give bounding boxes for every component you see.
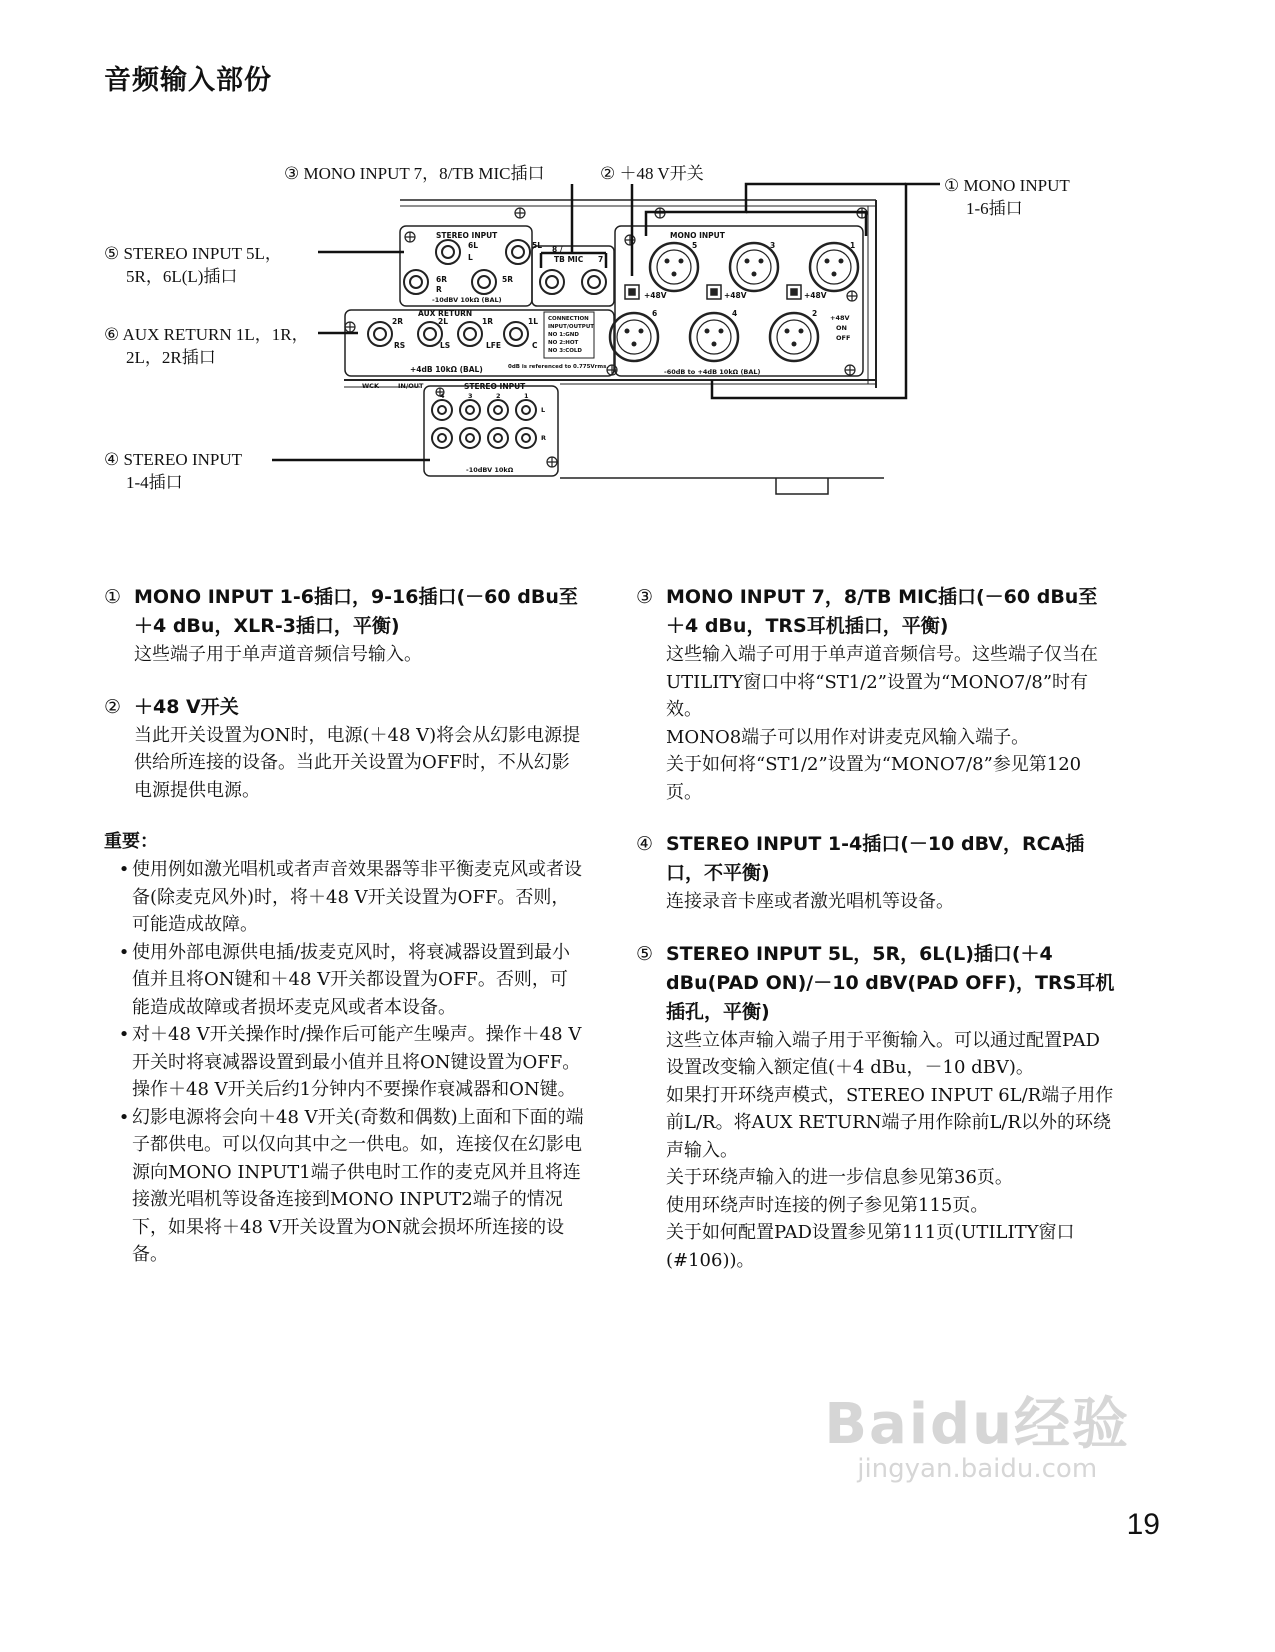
svg-text:1: 1 bbox=[524, 392, 529, 400]
svg-text:NO 2:HOT: NO 2:HOT bbox=[548, 340, 579, 346]
item-text: 关于环绕声输入的进一步信息参见第36页。 bbox=[666, 1167, 1013, 1188]
svg-text:WCK: WCK bbox=[362, 382, 379, 390]
item-stereo-input-5-6 bbox=[636, 940, 1116, 1275]
svg-text:2R: 2R bbox=[392, 317, 403, 326]
item-heading: MONO INPUT 7，8/TB MIC插口(－60 dBu至＋4 dBu，TRS耳机插口，平衡) bbox=[666, 586, 1098, 637]
note-bullet: • 对＋48 V开关操作时/操作后可能产生噪声。操作＋48 V开关时将衰减器设置到最小值并且将ON键设置为OFF。操作＋48 V开关后约1分钟内不要操作衰减器和ON键。 bbox=[118, 1024, 582, 1100]
svg-text:+48V: +48V bbox=[804, 291, 827, 300]
note-bullet: • 使用例如激光唱机或者声音效果器等非平衡麦克风或者设备(除麦克风外)时，将＋48 V开关设置为OFF。否则，可能造成故障。 bbox=[118, 859, 582, 935]
svg-text:AUX RETURN: AUX RETURN bbox=[418, 309, 473, 318]
callout-mono-input-7-8: ③ MONO INPUT 7，8/TB MIC插口 bbox=[284, 164, 545, 183]
svg-text:5L: 5L bbox=[532, 241, 542, 250]
svg-text:6: 6 bbox=[652, 309, 658, 318]
item-text: 如果打开环绕声模式，STEREO INPUT 6L/R端子用作前L/R。将AUX RETURN端子用作除前L/R以外的环绕声输入。 bbox=[666, 1084, 1114, 1161]
svg-text:0dB is referenced to 0.775Vrms: 0dB is referenced to 0.775Vrms. bbox=[508, 364, 609, 370]
item-text: 这些输入端子可用于单声道音频信号。这些端子仅当在UTILITY窗口中将“ST1/2”设置为“MONO7/8”时有效。 bbox=[666, 644, 1098, 720]
svg-text:+4dB 10kΩ (BAL): +4dB 10kΩ (BAL) bbox=[410, 365, 483, 374]
svg-text:-10dBV 10kΩ (BAL): -10dBV 10kΩ (BAL) bbox=[432, 296, 502, 304]
svg-text:2L: 2L bbox=[438, 317, 448, 326]
item-heading: STEREO INPUT 5L，5R，6L(L)插口(＋4 dBu(PAD ON)/－10 dBV(PAD OFF)，TRS耳机插孔，平衡) bbox=[666, 942, 1115, 1023]
svg-text:IN/OUT: IN/OUT bbox=[398, 382, 424, 390]
item-number: ① bbox=[104, 586, 122, 608]
svg-text:1R: 1R bbox=[482, 317, 493, 326]
svg-text:TB MIC: TB MIC bbox=[554, 255, 584, 264]
svg-text:OFF: OFF bbox=[836, 334, 851, 342]
svg-text:4: 4 bbox=[732, 309, 738, 318]
item-number: ⑤ bbox=[636, 942, 654, 965]
callout-stereo-input-1-4: ④ STEREO INPUT 1-4插口 bbox=[104, 450, 243, 492]
callout-stereo-input-5-6: ⑤ STEREO INPUT 5L， 5R，6L(L)插口 bbox=[104, 244, 282, 286]
svg-text:-60dB to +4dB 10kΩ (BAL): -60dB to +4dB 10kΩ (BAL) bbox=[664, 368, 761, 376]
svg-text:5R: 5R bbox=[502, 275, 513, 284]
svg-text:+48V: +48V bbox=[644, 291, 667, 300]
svg-text:R: R bbox=[541, 434, 547, 442]
svg-text:INPUT/OUTPUT: INPUT/OUTPUT bbox=[548, 324, 595, 330]
svg-text:ON: ON bbox=[836, 324, 847, 332]
note-bullet: • 使用外部电源供电插/拔麦克风时，将衰减器设置到最小值并且将ON键和＋48 V开关都设置为OFF。否则，可能造成故障或者损坏麦克风或者本设备。 bbox=[118, 941, 571, 1018]
stereo-input-rca-jacks bbox=[432, 400, 536, 448]
svg-text:LS: LS bbox=[440, 341, 451, 350]
svg-text:6R: 6R bbox=[436, 275, 447, 284]
tb-mic-jacks bbox=[540, 270, 606, 294]
svg-text:-10dBV 10kΩ: -10dBV 10kΩ bbox=[466, 466, 514, 474]
svg-text:+48V: +48V bbox=[724, 291, 747, 300]
svg-text:5: 5 bbox=[692, 241, 698, 250]
svg-text:+48V: +48V bbox=[830, 314, 850, 322]
svg-text:CONNECTION: CONNECTION bbox=[548, 316, 589, 322]
item-text: 使用环绕声时连接的例子参见第115页。 bbox=[666, 1194, 989, 1216]
svg-text:STEREO INPUT: STEREO INPUT bbox=[436, 231, 498, 240]
item-48v-switch bbox=[104, 693, 584, 805]
item-text: 关于如何将“ST1/2”设置为“MONO7/8”参见第120页。 bbox=[666, 754, 1082, 803]
svg-text:L: L bbox=[468, 253, 473, 262]
mono-input-xlr-jacks bbox=[610, 243, 858, 361]
rear-panel-diagram bbox=[0, 0, 1275, 560]
stereo-input-5-6-jacks bbox=[404, 240, 530, 294]
item-mono-input-1-6 bbox=[104, 583, 584, 669]
important-note bbox=[104, 828, 584, 1269]
svg-text:R: R bbox=[436, 285, 442, 294]
svg-text:C: C bbox=[532, 341, 538, 350]
svg-text:2: 2 bbox=[812, 309, 818, 318]
callout-mono-input-1-6: ① MONO INPUT 1-6插口 bbox=[944, 176, 1070, 218]
svg-text:L: L bbox=[541, 406, 546, 414]
svg-text:STEREO INPUT: STEREO INPUT bbox=[464, 382, 526, 391]
svg-text:RS: RS bbox=[394, 341, 406, 350]
svg-text:8 /: 8 / bbox=[552, 245, 563, 254]
panel-text bbox=[362, 231, 855, 474]
svg-text:LFE: LFE bbox=[486, 341, 502, 350]
svg-text:4: 4 bbox=[440, 392, 445, 400]
item-text: 连接录音卡座或者激光唱机等设备。 bbox=[666, 891, 954, 912]
svg-text:MONO INPUT: MONO INPUT bbox=[670, 231, 725, 240]
svg-text:1: 1 bbox=[850, 241, 856, 250]
item-heading: ＋48 V开关 bbox=[134, 695, 239, 718]
item-heading: STEREO INPUT 1-4插口(－10 dBV，RCA插口，不平衡) bbox=[666, 833, 1085, 884]
svg-text:7: 7 bbox=[598, 255, 604, 264]
svg-text:2: 2 bbox=[496, 392, 501, 400]
note-bullet: • 幻影电源将会向＋48 V开关(奇数和偶数)上面和下面的端子都供电。可以仅向其中之一供电。如，连接仅在幻影电源向MONO INPUT1端子供电时工作的麦克风并且将连接激光唱机等设备连接到MONO INPUT2端子的情况下，如果将＋48 V开关设置为ON就会损坏所连接的设备。 bbox=[118, 1106, 584, 1265]
right-column bbox=[636, 583, 1116, 1298]
left-column bbox=[104, 583, 584, 1269]
panel-outline bbox=[344, 200, 884, 494]
callout-48v-switch: ② ＋48 V开关 bbox=[600, 164, 704, 183]
note-title: 重要： bbox=[104, 831, 158, 852]
baidu-watermark: Baidu经验 jingyan.baidu.com bbox=[824, 1392, 1130, 1484]
item-text: 当此开关设置为ON时，电源(＋48 V)将会从幻影电源提供给所连接的设备。当此开关设置为OFF时，不从幻影电源提供电源。 bbox=[134, 724, 581, 801]
item-stereo-input-1-4 bbox=[636, 830, 1116, 916]
svg-text:NO 1:GND: NO 1:GND bbox=[548, 332, 579, 338]
item-number: ② bbox=[104, 695, 122, 718]
page-number: 19 bbox=[1126, 1508, 1160, 1541]
item-text: MONO8端子可以用作对讲麦克风输入端子。 bbox=[666, 726, 1030, 748]
item-text: 这些立体声输入端子用于平衡输入。可以通过配置PAD设置改变输入额定值(＋4 dBu，－10 dBV)。 bbox=[666, 1029, 1100, 1078]
item-number: ④ bbox=[636, 833, 654, 855]
item-text: 这些端子用于单声道音频信号输入。 bbox=[134, 644, 422, 665]
page-title: 音频输入部份 bbox=[104, 65, 272, 96]
svg-text:3: 3 bbox=[770, 241, 776, 250]
svg-text:1L: 1L bbox=[528, 317, 538, 326]
svg-text:NO 3:COLD: NO 3:COLD bbox=[548, 348, 583, 354]
item-text: 关于如何配置PAD设置参见第111页(UTILITY窗口(#106))。 bbox=[666, 1222, 1075, 1271]
item-mono-input-7-8 bbox=[636, 583, 1116, 806]
svg-text:3: 3 bbox=[468, 392, 473, 400]
item-heading: MONO INPUT 1-6插口，9-16插口(－60 dBu至＋4 dBu，XLR-3插口，平衡) bbox=[134, 586, 578, 637]
callout-aux-return: ⑥ AUX RETURN 1L，1R， 2L，2R插口 bbox=[104, 325, 309, 367]
item-number: ③ bbox=[636, 586, 654, 608]
svg-text:6L: 6L bbox=[468, 241, 478, 250]
